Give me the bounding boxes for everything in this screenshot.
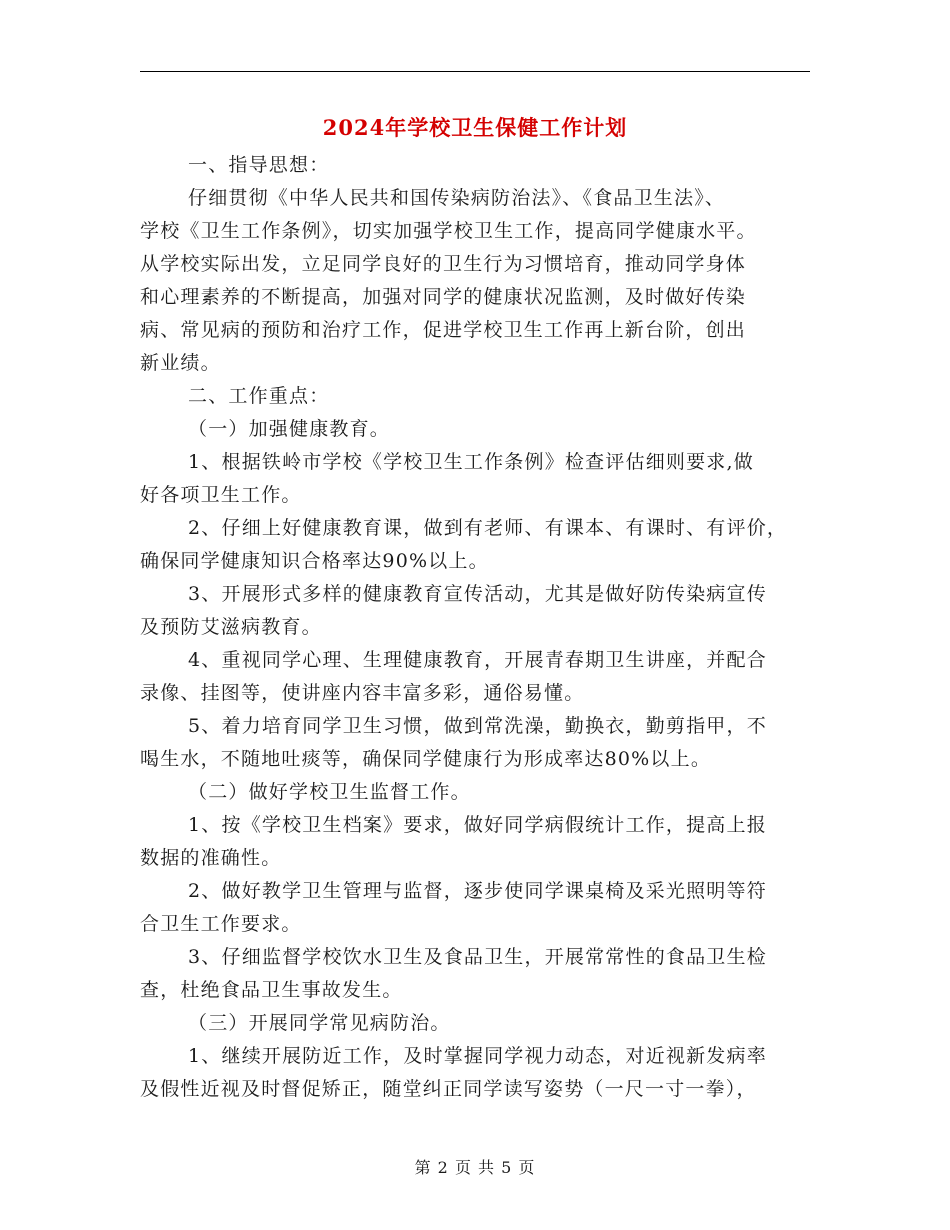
paragraph-line: 5、着力培育同学卫生习惯，做到常洗澡，勤换衣，勤剪指甲，不: [188, 715, 767, 737]
paragraph-line: 数据的准确性。: [140, 847, 282, 869]
paragraph-line: 1、根据铁岭市学校《学校卫生工作条例》检查评估细则要求,做: [188, 451, 754, 473]
paragraph-line: 录像、挂图等，使讲座内容丰富多彩，通俗易懂。: [140, 682, 585, 704]
paragraph-line: 2、仔细上好健康教育课，做到有老师、有课本、有课时、有评价，: [188, 517, 788, 539]
paragraph-line: 新业绩。: [140, 352, 221, 374]
paragraph-line: 好各项卫生工作。: [140, 484, 302, 506]
paragraph-line: 喝生水，不随地吐痰等，确保同学健康行为形成率达80%以上。: [140, 748, 712, 770]
paragraph-line: 病、常见病的预防和治疗工作，促进学校卫生工作再上新台阶，创出: [140, 319, 747, 341]
subsection-heading: （三）开展同学常见病防治。: [188, 1012, 451, 1034]
paragraph-line: 1、按《学校卫生档案》要求，做好同学病假统计工作，提高上报: [188, 814, 767, 836]
section-heading: 一、指导思想：: [188, 154, 330, 176]
paragraph-line: 仔细贯彻《中华人民共和国传染病防治法》、《食品卫生法》、: [188, 187, 726, 209]
subsection-heading: （一）加强健康教育。: [188, 418, 391, 440]
paragraph-line: 2、做好教学卫生管理与监督，逐步使同学课桌椅及采光照明等符: [188, 880, 767, 902]
paragraph-line: 1、继续开展防近工作，及时掌握同学视力动态，对近视新发病率: [188, 1045, 767, 1067]
page-footer: 第 2 页 共 5 页: [414, 1158, 536, 1177]
paragraph-line: 3、开展形式多样的健康教育宣传活动，尤其是做好防传染病宣传: [188, 583, 767, 605]
paragraph-line: 合卫生工作要求。: [140, 913, 302, 935]
section-heading: 二、工作重点：: [188, 385, 330, 407]
paragraph-line: 及预防艾滋病教育。: [140, 616, 322, 638]
paragraph-line: 和心理素养的不断提高，加强对同学的健康状况监测，及时做好传染: [140, 286, 747, 308]
paragraph-line: 4、重视同学心理、生理健康教育，开展青春期卫生讲座，并配合: [188, 649, 767, 671]
paragraph-line: 查，杜绝食品卫生事故发生。: [140, 979, 403, 1001]
subsection-heading: （二）做好学校卫生监督工作。: [188, 781, 471, 803]
paragraph-line: 从学校实际出发，立足同学良好的卫生行为习惯培育，推动同学身体: [140, 253, 747, 275]
paragraph-line: 及假性近视及时督促矫正，随堂纠正同学读写姿势（一尺一寸一拳），: [140, 1078, 757, 1100]
header-rule: [140, 71, 810, 72]
paragraph-line: 3、仔细监督学校饮水卫生及食品卫生，开展常常性的食品卫生检: [188, 946, 767, 968]
page-title: 2024年学校卫生保健工作计划: [322, 115, 628, 140]
paragraph-line: 学校《卫生工作条例》，切实加强学校卫生工作，提高同学健康水平。: [140, 220, 757, 242]
paragraph-line: 确保同学健康知识合格率达90%以上。: [140, 550, 489, 572]
